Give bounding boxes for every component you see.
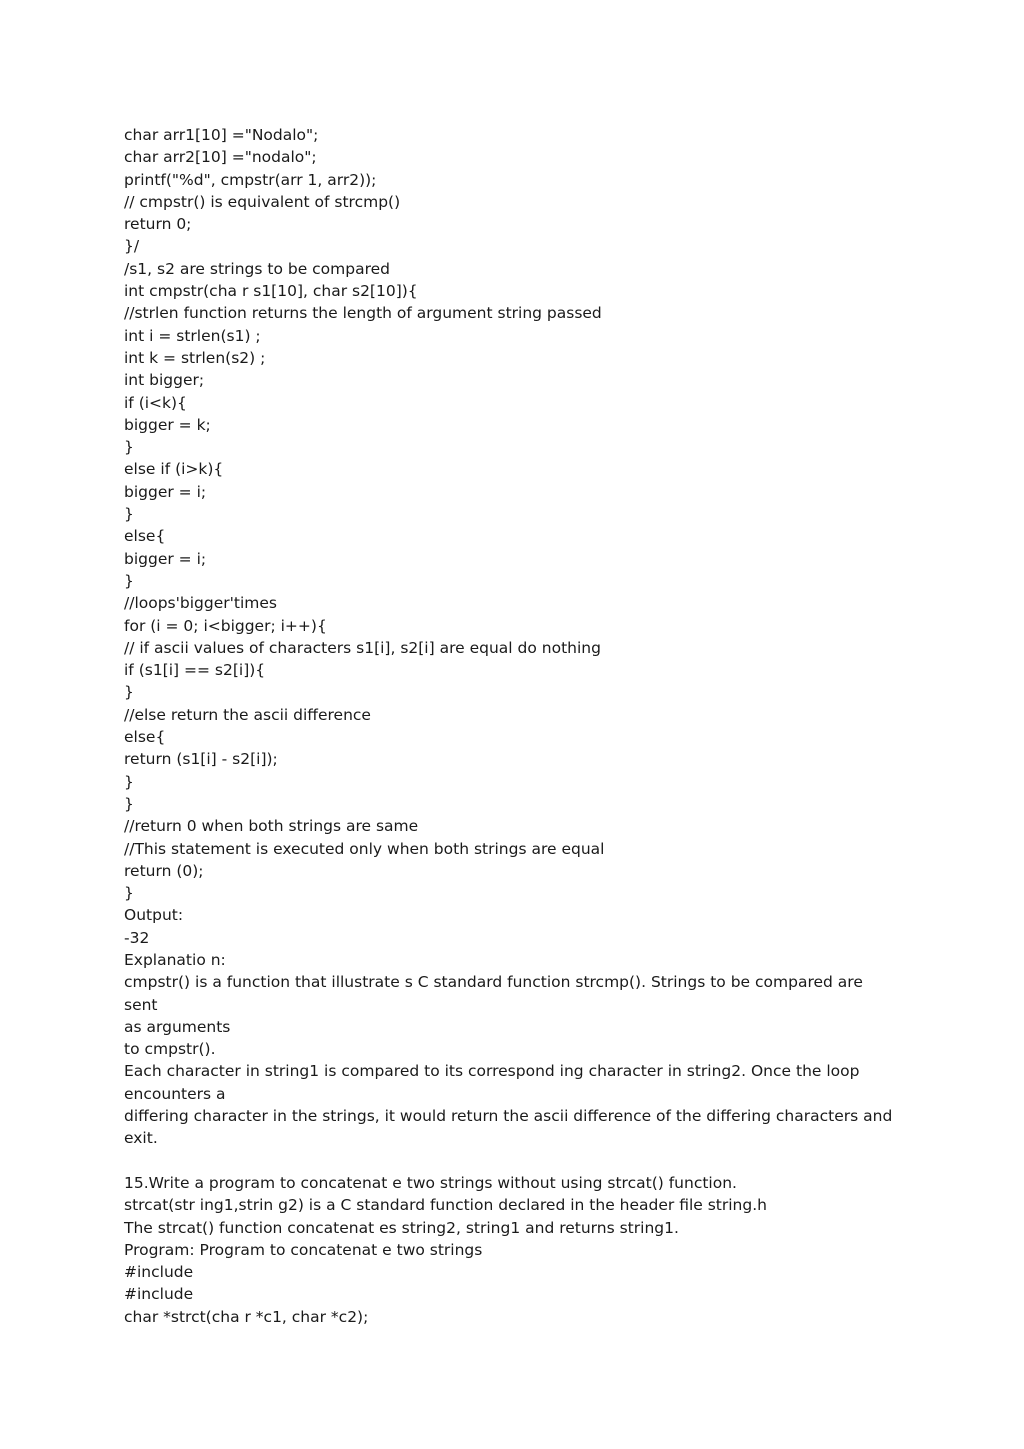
text-line: } — [124, 794, 134, 813]
text-line: else{ — [124, 527, 166, 546]
text-line: } — [124, 683, 134, 702]
text-line: if (s1[i] == s2[i]){ — [124, 661, 266, 680]
text-line: for (i = 0; i<bigger; i++){ — [124, 616, 327, 635]
text-line: The strcat() function concatenat es string2, string1 and returns string1. — [124, 1218, 679, 1237]
text-line: bigger = k; — [124, 415, 211, 434]
text-line: // if ascii values of characters s1[i], s2[i] are equal do nothing — [124, 638, 601, 657]
text-line: } — [124, 438, 134, 457]
text-line: int k = strlen(s2) ; — [124, 348, 266, 367]
text-line: Program: Program to concatenat e two strings — [124, 1240, 483, 1259]
text-line: differing character in the strings, it would return the ascii difference of the differing characters and — [124, 1107, 893, 1126]
text-line: else{ — [124, 728, 166, 747]
text-line: return 0; — [124, 215, 192, 234]
text-line: int cmpstr(cha r s1[10], char s2[10]){ — [124, 282, 418, 301]
question-heading: 15.Write a program to concatenat e two strings without using strcat() function. — [124, 1173, 737, 1192]
blank-line — [124, 1150, 894, 1172]
text-line: } — [124, 884, 134, 903]
output-label: Output: — [124, 906, 184, 925]
text-line: return (s1[i] - s2[i]); — [124, 750, 278, 769]
text-line: to cmpstr(). — [124, 1040, 216, 1059]
text-line: exit. — [124, 1129, 158, 1148]
text-line: //return 0 when both strings are same — [124, 817, 419, 836]
text-line: //else return the ascii difference — [124, 705, 371, 724]
text-line: cmpstr() is a function that illustrate s C standard function strcmp(). Strings to be compared are sent — [124, 973, 868, 1014]
text-line: if (i<k){ — [124, 393, 187, 412]
text-line: #include — [124, 1285, 194, 1304]
text-line: // cmpstr() is equivalent of strcmp() — [124, 192, 401, 211]
text-line: #include — [124, 1263, 194, 1282]
text-line: printf("%d", cmpstr(arr 1, arr2)); — [124, 170, 377, 189]
text-line: return (0); — [124, 861, 204, 880]
text-line: }/ — [124, 237, 140, 256]
text-line: int i = strlen(s1) ; — [124, 326, 261, 345]
text-line: char arr1[10] ="Nodalo"; — [124, 126, 319, 144]
text-line: Each character in string1 is compared to its correspond ing character in string2. Once the loop — [124, 1062, 860, 1081]
text-line: bigger = i; — [124, 482, 207, 501]
text-line: as arguments — [124, 1017, 231, 1036]
text-line: /s1, s2 are strings to be compared — [124, 259, 391, 278]
explanation-label: Explanatio n: — [124, 950, 226, 969]
text-line: char *strct(cha r *c1, char *c2); — [124, 1307, 369, 1326]
document-body — [124, 124, 894, 1328]
text-line: } — [124, 505, 134, 524]
text-line: encounters a — [124, 1084, 226, 1103]
text-line: //This statement is executed only when both strings are equal — [124, 839, 605, 858]
text-line: int bigger; — [124, 371, 205, 390]
text-line: else if (i>k){ — [124, 460, 224, 479]
text-line: //loops'bigger'times — [124, 594, 277, 613]
text-line: bigger = i; — [124, 549, 207, 568]
text-line: //strlen function returns the length of argument string passed — [124, 304, 602, 323]
text-line: strcat(str ing1,strin g2) is a C standard function declared in the header file string.h — [124, 1196, 767, 1215]
text-line: } — [124, 772, 134, 791]
text-line: } — [124, 571, 134, 590]
output-value: -32 — [124, 928, 150, 947]
text-line: char arr2[10] ="nodalo"; — [124, 148, 317, 167]
